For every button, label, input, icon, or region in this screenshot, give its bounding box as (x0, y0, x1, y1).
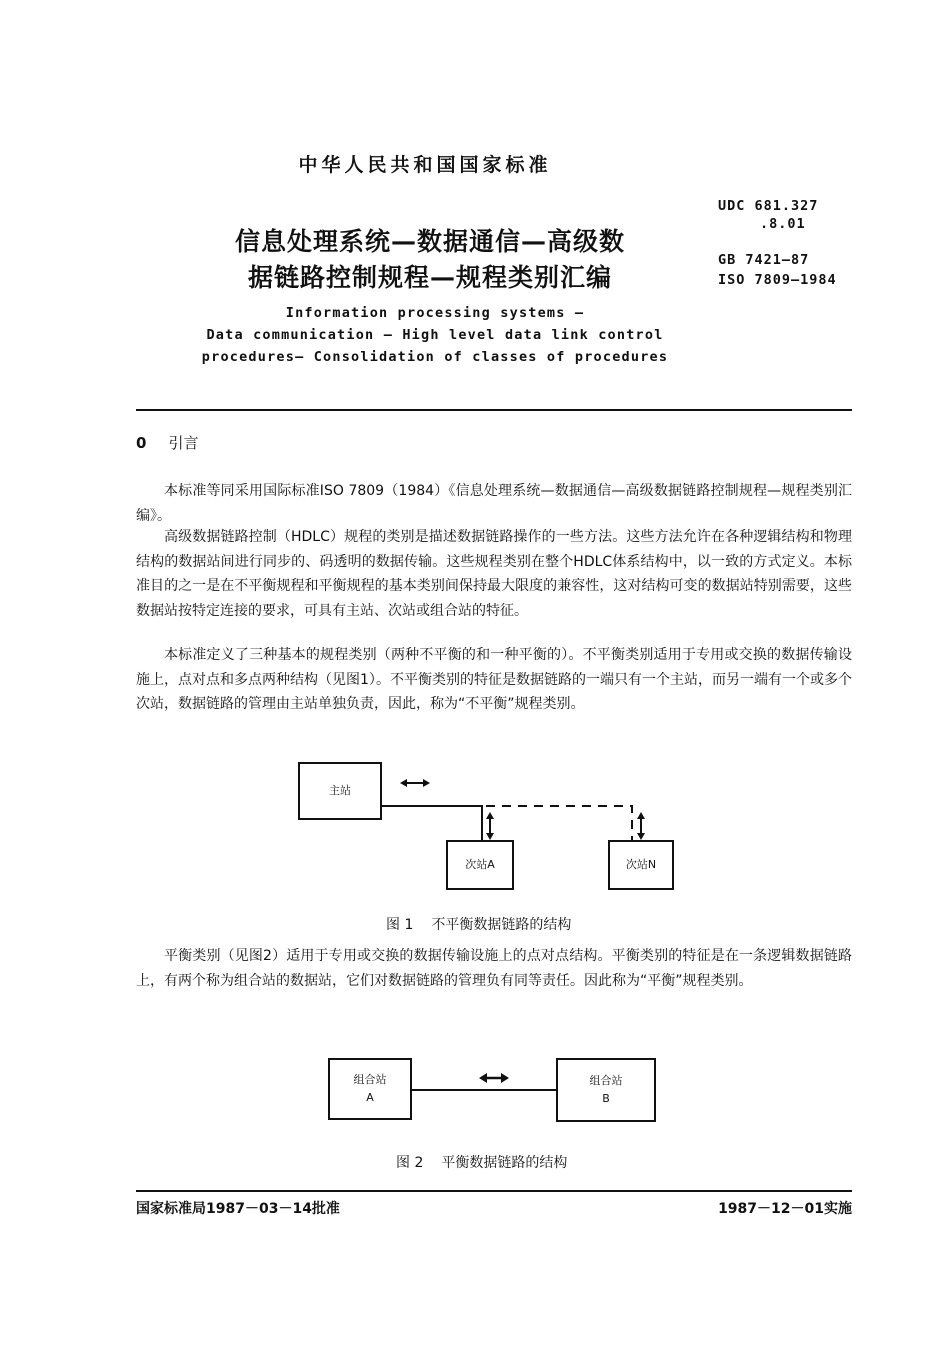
udc-code-suffix: .8.01 (760, 216, 806, 232)
figure2-caption-text: 平衡数据链路的结构 (441, 1155, 568, 1171)
title-en-line2: Data communication — High level data link control (206, 327, 664, 343)
combined-station-b-box (556, 1058, 656, 1122)
combined-station-b-id: B (602, 1092, 610, 1105)
secondary-station-a-label: 次站A (465, 858, 495, 871)
fig1-vertical-double-arrow-n-icon (637, 812, 645, 840)
fig2-horizontal-double-arrow-icon (479, 1073, 509, 1083)
effective-date: 1987－12－01实施 (718, 1201, 852, 1217)
fig1-multipoint-dashed-line (486, 806, 632, 840)
primary-station-label: 主站 (329, 784, 351, 797)
combined-station-a-box (328, 1058, 412, 1120)
fig1-horizontal-double-arrow-icon (400, 779, 430, 787)
combined-station-b-label: 组合站 (589, 1074, 623, 1087)
fig1-vertical-double-arrow-a-icon (486, 812, 494, 840)
figure1-caption-text: 不平衡数据链路的结构 (431, 917, 572, 933)
title-en-line1: Information processing systems — (285, 305, 585, 321)
paragraph-2: 高级数据链路控制（HDLC）规程的类别是描述数据链路操作的一些方法。这些方法允许在各种逻辑结构和物理结构的数据站间进行同步的、码透明的数据传输。这些规程类别在整个HDLC体系结构中，以一致的方式定义。本标准目的之一是在不平衡规程和平衡规程的基本类别间保持最大限度的兼容性，这对结构可变的数据站特别需要，这些数据站按特定连接的要求，可具有主站、次站或组合站的特征。 (136, 529, 852, 619)
title-cn-line2: 据链路控制规程—规程类别汇编 (247, 263, 612, 292)
approval-date: 国家标准局1987－03－14批准 (136, 1201, 340, 1217)
paragraph-3: 本标准定义了三种基本的规程类别（两种不平衡的和一种平衡的）。不平衡类别适用于专用或交换的数据传输设施上，点对点和多点两种结构（见图1）。不平衡类别的特征是数据链路的一端只有一个主站，而另一端有一个或多个次站，数据链路的管理由主站单独负责，因此，称为“不平衡”规程类别。 (136, 647, 852, 712)
figure2-caption-number: 图 2 (396, 1155, 424, 1171)
paragraph-1: 本标准等同采用国际标准ISO 7809（1984）《信息处理系统—数据通信—高级数据链路控制规程—规程类别汇编》。 (136, 483, 852, 524)
figure1-caption (386, 914, 571, 934)
figure2-caption (396, 1152, 567, 1172)
national-standard-title: 中华人民共和国国家标准 (298, 154, 552, 176)
section-title: 引言 (168, 434, 199, 452)
iso-code: ISO 7809—1984 (718, 272, 837, 288)
title-cn-line1: 信息处理系统—数据通信—高级数 (234, 227, 625, 256)
gb-code: GB 7421—87 (718, 252, 810, 268)
combined-station-a-label: 组合站 (353, 1073, 387, 1086)
paragraph-4: 平衡类别（见图2）适用于专用或交换的数据传输设施上的点对点结构。平衡类别的特征是在一条逻辑数据链路上，有两个称为组合站的数据站，它们对数据链路的管理负有同等责任。因此称为“平衡”规程类别。 (136, 948, 852, 989)
fig1-link-line (382, 806, 482, 840)
figure1-caption-number: 图 1 (386, 917, 414, 933)
footer-divider (136, 1190, 852, 1192)
title-en-line3: procedures— Consolidation of classes of procedures (201, 349, 669, 365)
udc-code: UDC 681.327 (718, 198, 819, 214)
section-number: 0 (136, 434, 147, 452)
combined-station-a-id: A (366, 1091, 374, 1104)
secondary-station-n-label: 次站N (625, 858, 657, 871)
